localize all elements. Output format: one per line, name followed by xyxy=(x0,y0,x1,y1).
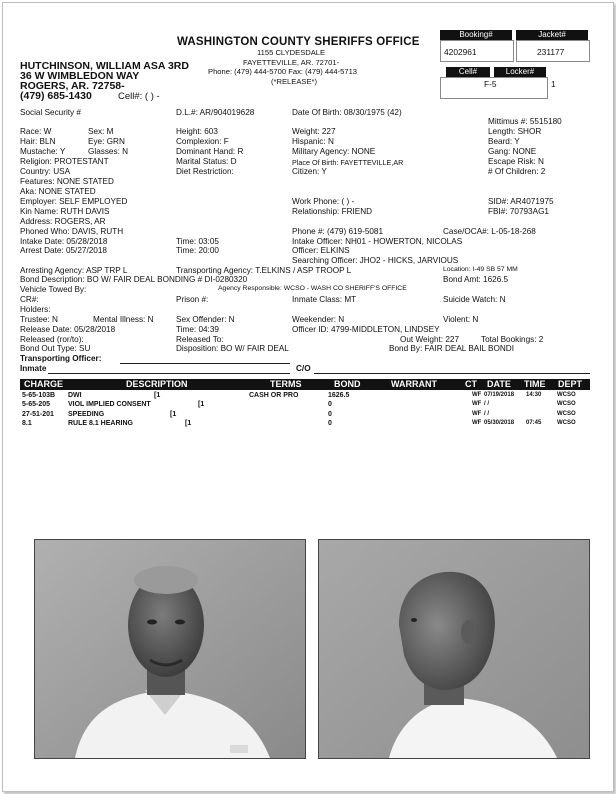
intake-officer: Intake Officer: NH01 - HOWERTON, NICOLAS xyxy=(292,237,463,246)
released-ror: Released (ror/to): xyxy=(20,335,84,344)
transporting-officer-line xyxy=(120,363,290,364)
vehicle-towed-by: Vehicle Towed By: xyxy=(20,285,87,294)
release-status: (*RELEASE*) xyxy=(271,77,318,86)
charge-dept: WCSO xyxy=(557,392,576,398)
charge-dept: WCSO xyxy=(557,401,576,408)
suicide-watch: Suicide Watch: N xyxy=(443,295,506,304)
charge-description: SPEEDING xyxy=(68,410,105,418)
location: Location: I-49 SB 57 MM xyxy=(443,266,518,273)
ssn: Social Security # xyxy=(20,108,81,117)
place-of-birth: Place Of Birth: FAYETTEVILLE,AR xyxy=(292,158,404,167)
height: Height: 603 xyxy=(176,127,218,136)
charge-dept: WCSO xyxy=(557,420,576,427)
searching-officer: Searching Officer: JHO2 - HICKS, JARVIOUS xyxy=(292,256,459,265)
charge-date: / / xyxy=(484,410,490,417)
religion: Religion: PROTESTANT xyxy=(20,157,109,166)
col-time: TIME xyxy=(524,379,546,389)
booking-number: 4202961 xyxy=(444,47,477,57)
charge-bond: 0 xyxy=(328,420,332,428)
charge-bond: 1626.5 xyxy=(328,392,350,399)
sex-offender: Sex Offender: N xyxy=(176,315,235,324)
intake-time: Time: 03:05 xyxy=(176,237,219,246)
bond-amount: Bond Amt: 1626.5 xyxy=(443,275,509,284)
bond-out-type: Bond Out Type: SU xyxy=(20,344,91,353)
charge-date: / / xyxy=(484,401,490,408)
arresting-agency: Arresting Agency: ASP TRP L xyxy=(20,266,128,275)
col-description: DESCRIPTION xyxy=(126,379,188,389)
charge-flag: [1 xyxy=(170,410,177,418)
violent: Violent: N xyxy=(443,315,479,324)
kin-address: Address: ROGERS, AR xyxy=(20,217,106,226)
charge-flag: [1 xyxy=(198,401,205,409)
work-phone: Work Phone: ( ) - xyxy=(292,197,355,206)
jacket-cell xyxy=(516,40,590,62)
charge-code: 5-65-103B xyxy=(22,392,56,399)
booking-label: Booking# xyxy=(440,30,512,40)
glasses: Glasses: N xyxy=(88,147,129,156)
charge-description: VIOL IMPLIED CONSENT xyxy=(68,401,151,409)
military-agency: Military Agency: NONE xyxy=(292,147,376,156)
charge-time: 14:30 xyxy=(526,392,542,398)
hispanic: Hispanic: N xyxy=(292,137,334,146)
charges-header xyxy=(20,379,590,390)
charge-ct: WF xyxy=(472,410,482,417)
inmate-city: ROGERS, AR. 72758- xyxy=(20,80,125,92)
col-ct: CT xyxy=(465,379,477,389)
charge-bond: 0 xyxy=(328,401,332,409)
charge-dept: WCSO xyxy=(557,410,576,417)
gang: Gang: NONE xyxy=(488,147,537,156)
arrest-date: Arrest Date: 05/27/2018 xyxy=(20,246,107,255)
co-label: C/O xyxy=(296,364,311,373)
hair: Hair: BLN xyxy=(20,137,56,146)
charge-code: 27-51-201 xyxy=(22,410,54,418)
bond-by: Bond By: FAIR DEAL BAIL BONDI xyxy=(389,344,514,353)
cell-number: F-5 xyxy=(484,79,497,89)
profile-photo-image xyxy=(319,540,589,758)
citizen: Citizen: Y xyxy=(292,167,327,176)
transporting-officer: Transporting Officer: xyxy=(20,354,102,363)
eye: Eye: GRN xyxy=(88,137,125,146)
profile-photo xyxy=(318,539,590,759)
charge-ct: WF xyxy=(472,420,482,427)
kin-name: Kin Name: RUTH DAVIS xyxy=(20,207,110,216)
officer: Officer: ELKINS xyxy=(292,246,350,255)
inmate-name: HUTCHINSON, WILLIAM ASA 3RD xyxy=(20,60,189,72)
release-date: Release Date: 05/28/2018 xyxy=(20,325,116,334)
office-street: 1155 CLYDESDALE xyxy=(257,48,326,57)
race: Race: W xyxy=(20,127,52,136)
front-photo-image xyxy=(35,540,305,758)
dominant-hand: Dominant Hand: R xyxy=(176,147,244,156)
beard: Beard: Y xyxy=(488,137,520,146)
col-dept: DEPT xyxy=(558,379,583,389)
diet-restriction: Diet Restriction: xyxy=(176,167,234,176)
intake-date: Intake Date: 05/28/2018 xyxy=(20,237,108,246)
date-of-birth: Date Of Birth: 08/30/1975 (42) xyxy=(292,108,402,117)
charge-flag: [1 xyxy=(185,420,192,428)
prison-number: Prison #: xyxy=(176,295,209,304)
complexion: Complexion: F xyxy=(176,137,229,146)
count-value: 1 xyxy=(551,79,556,89)
locker-label: Locker# xyxy=(494,67,546,77)
inmate-class: Inmate Class: MT xyxy=(292,295,357,304)
charge-description: RULE 8.1 HEARING xyxy=(68,420,133,428)
col-date: DATE xyxy=(487,379,511,389)
drivers-license: D.L.#: AR/904019628 xyxy=(176,108,255,117)
co-line xyxy=(314,373,590,374)
cr-number: CR#: xyxy=(20,295,39,304)
charge-ct: WF xyxy=(472,401,482,408)
charge-flag: [1 xyxy=(154,392,161,399)
phone-number: Phone #: (479) 619-5081 xyxy=(292,227,384,236)
inmate-cell: Cell#: ( ) - xyxy=(118,91,160,102)
employer: Employer: SELF EMPLOYED xyxy=(20,197,128,206)
arrest-time: Time: 20:00 xyxy=(176,246,219,255)
office-title: WASHINGTON COUNTY SHERIFFS OFFICE xyxy=(177,36,420,48)
charge-date: 07/19/2018 xyxy=(484,392,515,398)
front-photo xyxy=(34,539,306,759)
charge-description: DWI xyxy=(68,392,82,399)
charge-terms: CASH OR PRO xyxy=(249,392,299,399)
col-terms: TERMS xyxy=(270,379,302,389)
booking-sheet xyxy=(2,2,614,792)
booking-box xyxy=(440,30,588,98)
charge-time: 07:45 xyxy=(526,420,542,427)
col-charge: CHARGE xyxy=(24,379,64,389)
holders: Holders: xyxy=(20,305,51,314)
cell-locker-cell xyxy=(440,77,548,99)
officer-id: Officer ID: 4799-MIDDLETON, LINDSEY xyxy=(292,325,440,334)
col-bond: BOND xyxy=(334,379,361,389)
trustee: Trustee: N xyxy=(20,315,58,324)
sex: Sex: M xyxy=(88,127,114,136)
relationship: Relationship: FRIEND xyxy=(292,207,373,216)
inmate-street: 36 W WIMBLEDON WAY xyxy=(20,70,140,82)
mittimus: Mittimus #: 5515180 xyxy=(488,117,562,126)
charge-bond: 0 xyxy=(328,410,332,418)
office-phone: Phone: (479) 444-5700 Fax: (479) 444-5713 xyxy=(208,67,358,76)
sid: SID#: AR4071975 xyxy=(488,197,554,206)
jacket-label: Jacket# xyxy=(516,30,588,40)
charge-date: 05/30/2018 xyxy=(484,420,515,427)
charge-code: 8.1 xyxy=(22,420,32,428)
case-number: Case/OCA#: L-05-18-268 xyxy=(443,227,536,236)
jacket-number: 231177 xyxy=(537,47,565,57)
country: Country: USA xyxy=(20,167,71,176)
aka: Aka: NONE STATED xyxy=(20,187,96,196)
agency-responsible: Agency Responsible: WCSO - WASH CO SHERIFF'S OFFICE xyxy=(218,285,407,292)
out-weight: Out Weight: 227 xyxy=(400,335,460,344)
total-bookings: Total Bookings: 2 xyxy=(481,335,544,344)
length: Length: SHOR xyxy=(488,127,542,136)
office-city: FAYETTEVILLE, AR. 72701- xyxy=(243,58,340,67)
charge-ct: WF xyxy=(472,392,482,398)
released-to: Released To: xyxy=(176,335,224,344)
marital-status: Marital Status: D xyxy=(176,157,237,166)
inmate-signature-line xyxy=(48,373,290,374)
col-warrant: WARRANT xyxy=(391,379,437,389)
escape-risk: Escape Risk: N xyxy=(488,157,544,166)
mustache: Mustache: Y xyxy=(20,147,66,156)
weekender: Weekender: N xyxy=(292,315,345,324)
inmate-signature: Inmate xyxy=(20,364,47,373)
cell-label: Cell# xyxy=(446,67,490,77)
charge-code: 5-65-205 xyxy=(22,401,51,409)
features: Features: NONE STATED xyxy=(20,177,114,186)
disposition: Disposition: BO W/ FAIR DEAL xyxy=(176,344,289,353)
fbi-number: FBI#: 70793AG1 xyxy=(488,207,549,216)
release-time: Time: 04:39 xyxy=(176,325,219,334)
booking-cell xyxy=(440,40,514,62)
inmate-phone: (479) 685-1430 xyxy=(20,90,92,102)
phoned-who: Phoned Who: DAVIS, RUTH xyxy=(20,227,124,236)
bond-description: Bond Description: BO W/ FAIR DEAL BONDING # DI-0280320 xyxy=(20,275,248,284)
mental-illness: Mental Illness: N xyxy=(93,315,154,324)
weight: Weight: 227 xyxy=(292,127,336,136)
children: # Of Children: 2 xyxy=(488,167,546,176)
transporting-agency: Transporting Agency: T.ELKINS / ASP TROOP L xyxy=(176,266,352,275)
